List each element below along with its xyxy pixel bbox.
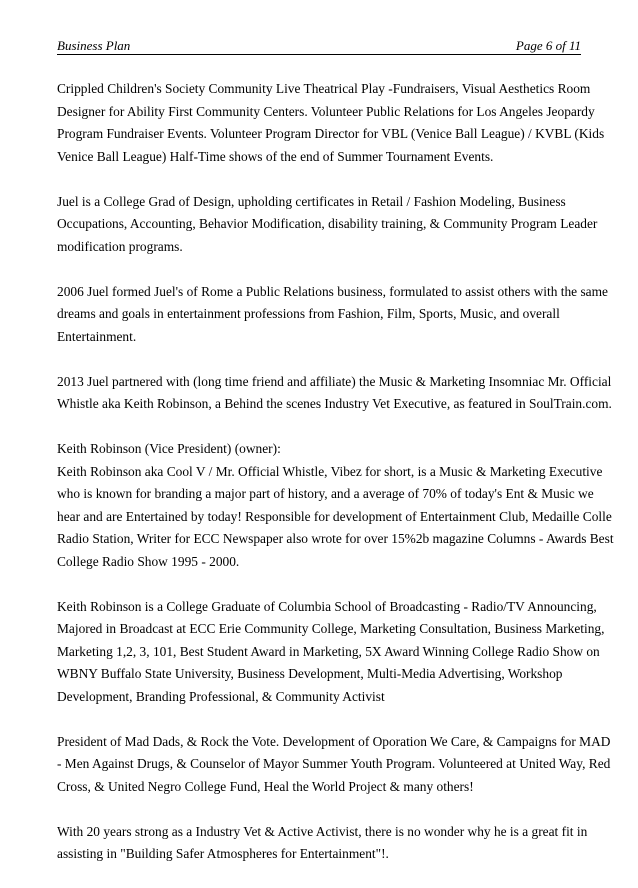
paragraph-keith-activism <box>57 731 611 799</box>
text-line: Keith Robinson aka Cool V / Mr. Official Whistle, Vibez for short, is a Music & Marketing Executive <box>57 463 603 479</box>
paragraph-juel-2006 <box>57 281 608 349</box>
text-line: - Men Against Drugs, & Counselor of Mayor Summer Youth Program. Volunteered at United Way, Red <box>57 756 611 771</box>
text-line: Keith Robinson is a College Graduate of Columbia School of Broadcasting - Radio/TV Announcing, <box>57 598 597 614</box>
text-line: Crippled Children's Society Community Live Theatrical Play -Fundraisers, Visual Aesthetics Room <box>57 81 591 96</box>
text-line: assisting in "Building Safer Atmospheres for Entertainment"!. <box>57 846 389 861</box>
text-line: Majored in Broadcast at ECC Erie Community College, Marketing Consultation, Business Marketing, <box>57 621 605 636</box>
body-text <box>57 78 614 888</box>
text-line: who is known for branding a major part of history, and a average of 70% of today's Ent & Music we <box>57 486 594 501</box>
header-title: Business Plan <box>57 38 131 53</box>
text-line: Juel is a College Grad of Design, upholding certificates in Retail / Fashion Modeling, Business <box>57 193 566 209</box>
text-line: President of Mad Dads, & Rock the Vote. Development of Oporation We Care, & Campaigns for MAD <box>57 733 611 749</box>
text-line: dreams and goals in entertainment professions from Fashion, Film, Sports, Music, and overall <box>57 306 560 321</box>
text-line: Program Fundraiser Events. Volunteer Program Director for VBL (Venice Ball League) / KVBL (Kids <box>57 126 605 141</box>
text-line: Keith Robinson (Vice President) (owner): <box>57 441 281 456</box>
paragraph-community-work <box>57 78 605 168</box>
text-line: 2006 Juel formed Juel's of Rome a Public Relations business, formulated to assist others with the same <box>57 283 608 299</box>
paragraph-keith-education <box>57 596 605 709</box>
text-line: College Radio Show 1995 - 2000. <box>57 553 240 569</box>
text-line: Entertainment. <box>57 328 137 344</box>
header-page-number: Page 6 of 11 <box>515 38 581 53</box>
text-line: With 20 years strong as a Industry Vet & Active Activist, there is no wonder why he is a great fit in <box>57 823 588 839</box>
text-line: Marketing 1,2, 3, 101, Best Student Award in Marketing, 5X Award Winning College Radio Show on <box>57 643 600 659</box>
text-line: WBNY Buffalo State University, Business Development, Multi-Media Advertising, Workshop <box>57 666 563 681</box>
text-line: hear and are Entertained by today! Responsible for development of Entertainment Club, Medaille Colle <box>57 508 612 524</box>
text-line: Occupations, Accounting, Behavior Modification, disability training, & Community Program Leader <box>57 216 598 231</box>
text-line: Cross, & United Negro College Fund, Heal the World Project & many others! <box>57 778 474 794</box>
text-line: Development, Branding Professional, & Community Activist <box>57 688 385 704</box>
paragraph-juel-2013 <box>57 371 612 416</box>
paragraph-keith-bio <box>57 438 614 573</box>
text-line: Whistle aka Keith Robinson, a Behind the scenes Industry Vet Executive, as featured in SoulTrain.com. <box>57 396 612 411</box>
page-header <box>57 38 581 55</box>
text-line: Venice Ball League) Half-Time shows of the end of Summer Tournament Events. <box>57 148 494 164</box>
text-line: modification programs. <box>57 238 183 254</box>
text-line: 2013 Juel partnered with (long time friend and affiliate) the Music & Marketing Insomniac Mr. Official <box>57 373 612 389</box>
text-line: Radio Station, Writer for ECC Newspaper also wrote for over 15%2b magazine Columns - Awards Best <box>57 531 614 546</box>
text-line: Designer for Ability First Community Centers. Volunteer Public Relations for Los Angeles Jeopardy <box>57 103 595 119</box>
paragraph-closing <box>57 821 588 866</box>
paragraph-juel-education <box>57 191 598 259</box>
